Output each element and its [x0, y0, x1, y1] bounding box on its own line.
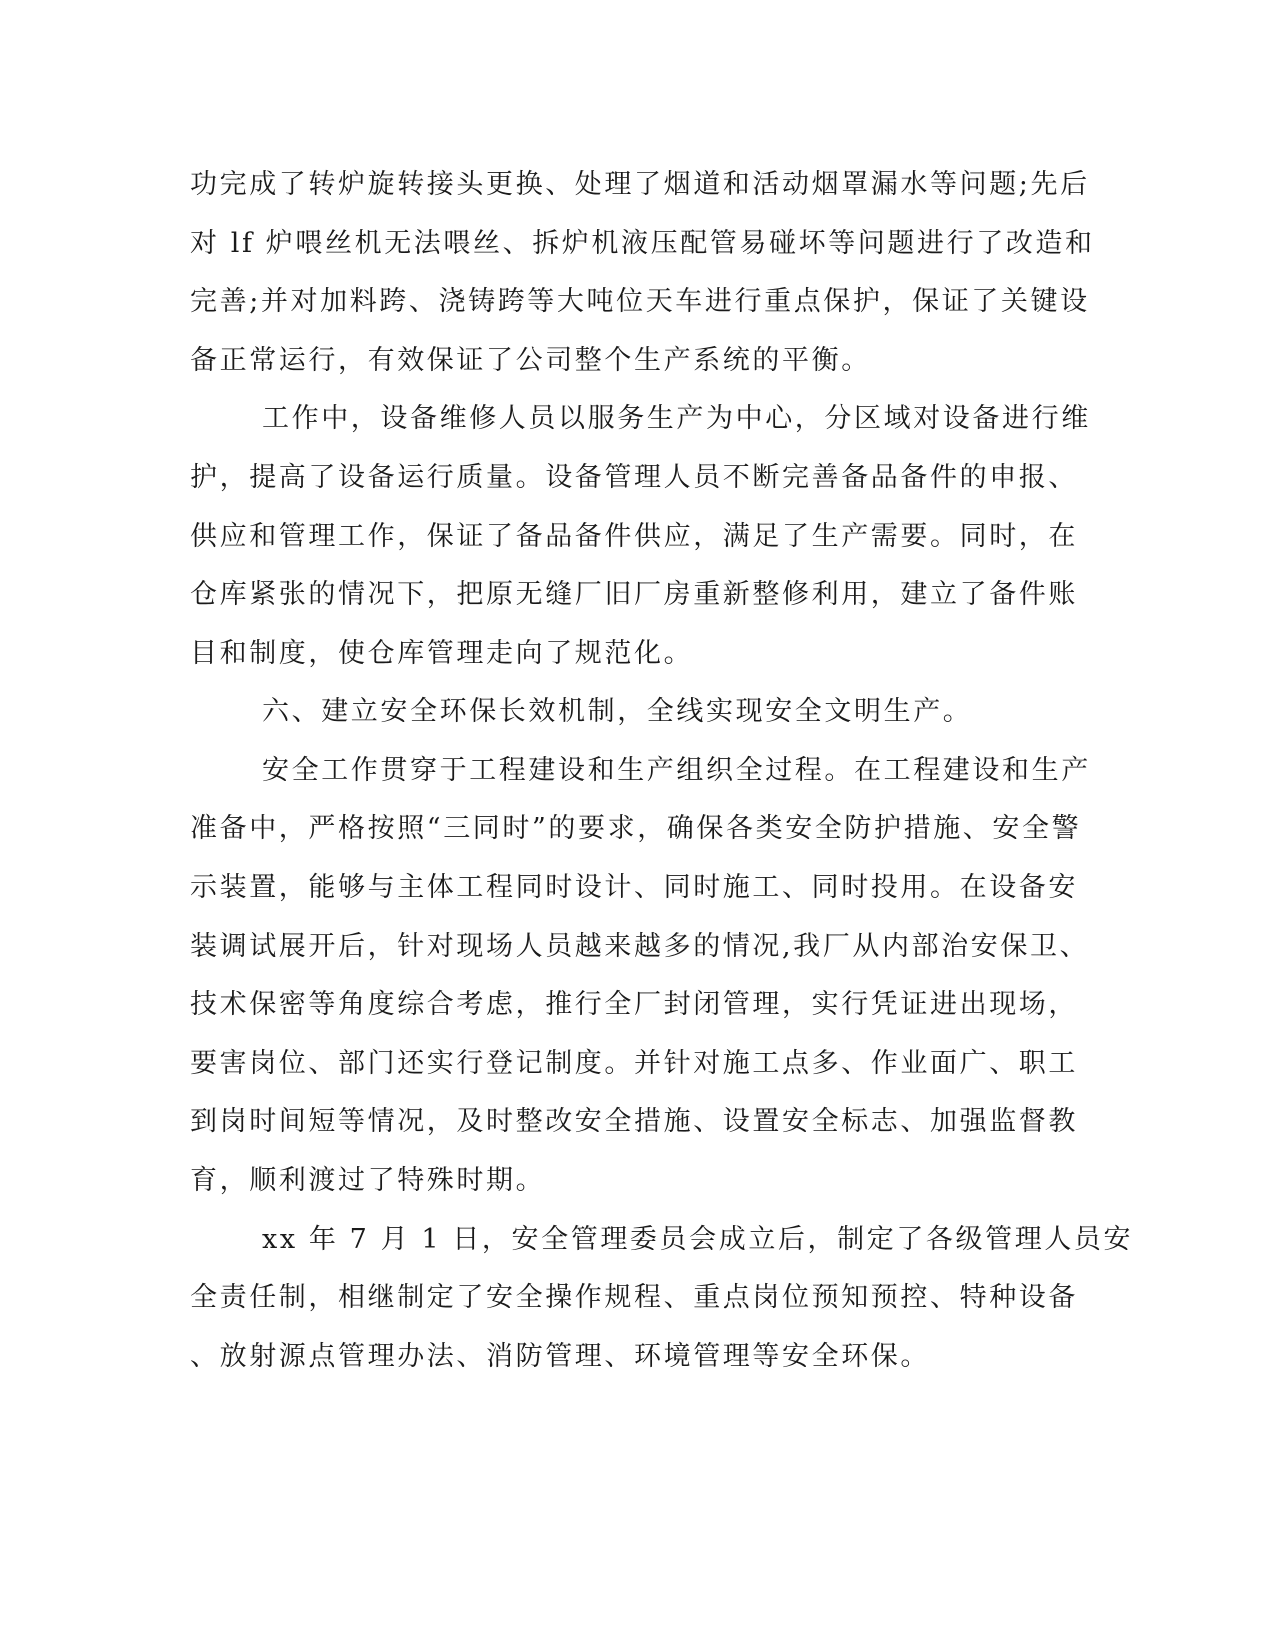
text-line: 目和制度，使仓库管理走向了规范化。	[190, 638, 694, 669]
text-line: 示装置，能够与主体工程同时设计、同时施工、同时投用。在设备安	[190, 872, 1078, 903]
paragraph-first-line: 工作中，设备维修人员以服务生产为中心，分区域对设备进行维	[262, 403, 1091, 434]
text-line: 育，顺利渡过了特殊时期。	[190, 1165, 546, 1196]
text-line: 到岗时间短等情况，及时整改安全措施、设置安全标志、加强监督教	[190, 1106, 1078, 1137]
text-line: 全责任制，相继制定了安全操作规程、重点岗位预知预控、特种设备	[190, 1282, 1078, 1313]
text-line: 供应和管理工作，保证了备品备件供应，满足了生产需要。同时，在	[190, 521, 1078, 552]
text-line: 要害岗位、部门还实行登记制度。并针对施工点多、作业面广、职工	[190, 1048, 1078, 1079]
text-line: 装调试展开后，针对现场人员越来越多的情况,我厂从内部治安保卫、	[190, 931, 1090, 962]
text-line: 完善;并对加料跨、浇铸跨等大吨位天车进行重点保护，保证了关键设	[190, 286, 1090, 317]
paragraph-first-line: xx 年 7 月 1 日，安全管理委员会成立后，制定了各级管理人员安	[262, 1224, 1134, 1255]
text-line: 护，提高了设备运行质量。设备管理人员不断完善备品备件的申报、	[190, 462, 1078, 493]
text-line: 技术保密等角度综合考虑，推行全厂封闭管理，实行凭证进出现场，	[190, 989, 1078, 1020]
section-heading: 六、建立安全环保长效机制，全线实现安全文明生产。	[262, 696, 973, 727]
text-line: 仓库紧张的情况下，把原无缝厂旧厂房重新整修利用，建立了备件账	[190, 579, 1078, 610]
text-line: 、放射源点管理办法、消防管理、环境管理等安全环保。	[190, 1341, 930, 1372]
text-line: 准备中，严格按照“三同时”的要求，确保各类安全防护措施、安全警	[190, 813, 1082, 844]
paragraph-first-line: 安全工作贯穿于工程建设和生产组织全过程。在工程建设和生产	[262, 755, 1091, 786]
text-line: 功完成了转炉旋转接头更换、处理了烟道和活动烟罩漏水等问题;先后	[190, 169, 1090, 200]
text-line: 备正常运行，有效保证了公司整个生产系统的平衡。	[190, 345, 871, 376]
text-line: 对 lf 炉喂丝机无法喂丝、拆炉机液压配管易碰坏等问题进行了改造和	[190, 228, 1095, 259]
